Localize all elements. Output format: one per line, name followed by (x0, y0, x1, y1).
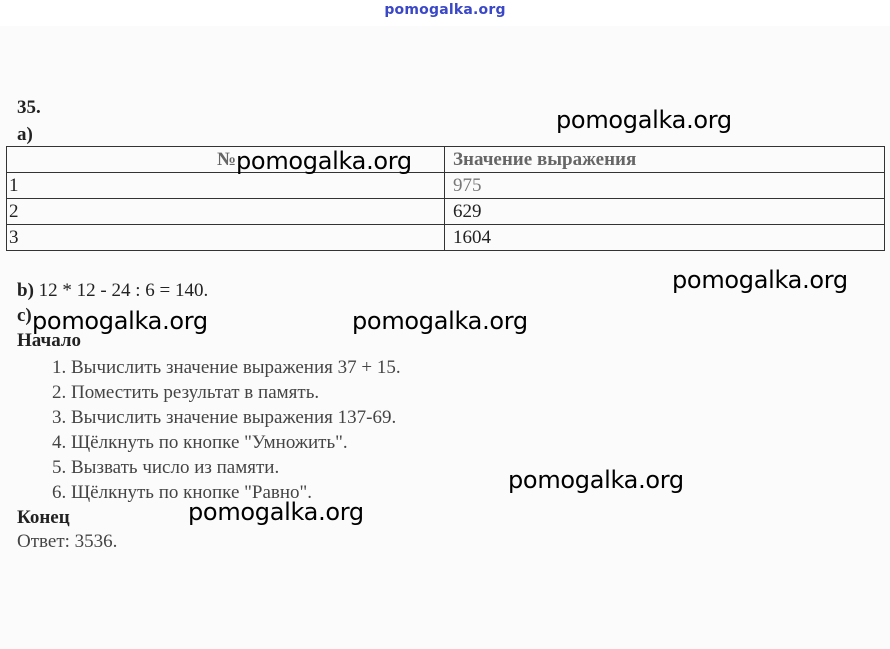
result-table (6, 146, 885, 251)
watermark: pomogalka.org (556, 106, 732, 134)
table-cell-number: 2 (7, 199, 445, 225)
algorithm-step: 3. Вычислить значение выражения 137-69. (52, 407, 397, 428)
algorithm-start: Начало (17, 330, 82, 351)
table-row (7, 225, 885, 251)
part-b-line (17, 280, 208, 302)
algorithm-end: Конец (17, 507, 70, 528)
table-cell-value: 975 (445, 173, 885, 199)
table-header-row (7, 147, 885, 173)
algorithm-step: 4. Щёлкнуть по кнопке "Умножить". (52, 432, 348, 453)
table-row (7, 199, 885, 225)
watermark: pomogalka.org (236, 147, 412, 175)
algorithm-step: 1. Вычислить значение выражения 37 + 15. (52, 357, 401, 378)
column-header-value: Значение выражения (445, 147, 885, 173)
algorithm-step: 2. Поместить результат в память. (52, 382, 320, 403)
algorithm-step: 6. Щёлкнуть по кнопке "Равно". (52, 482, 313, 503)
table-cell-value: 1604 (445, 225, 885, 251)
answer-text: Ответ: 3536. (17, 531, 118, 552)
task-number: 35. (17, 97, 41, 118)
site-logo[interactable]: pomogalka.org (384, 2, 506, 18)
part-a-label: a) (17, 124, 33, 145)
top-banner (0, 0, 890, 26)
watermark: pomogalka.org (672, 266, 848, 294)
part-c-label: c) (17, 305, 32, 326)
column-header-number: № (7, 147, 445, 173)
watermark: pomogalka.org (188, 498, 364, 526)
algorithm-step: 5. Вызвать число из памяти. (52, 457, 280, 478)
part-b-expression: 12 * 12 - 24 : 6 = 140. (38, 280, 209, 301)
part-b-label: b) (17, 280, 34, 301)
algorithm-steps (52, 355, 401, 505)
table-cell-number: 1 (7, 173, 445, 199)
table-row (7, 173, 885, 199)
watermark: pomogalka.org (508, 466, 684, 494)
watermark: pomogalka.org (32, 307, 208, 335)
table-cell-number: 3 (7, 225, 445, 251)
watermark: pomogalka.org (352, 307, 528, 335)
table-cell-value: 629 (445, 199, 885, 225)
